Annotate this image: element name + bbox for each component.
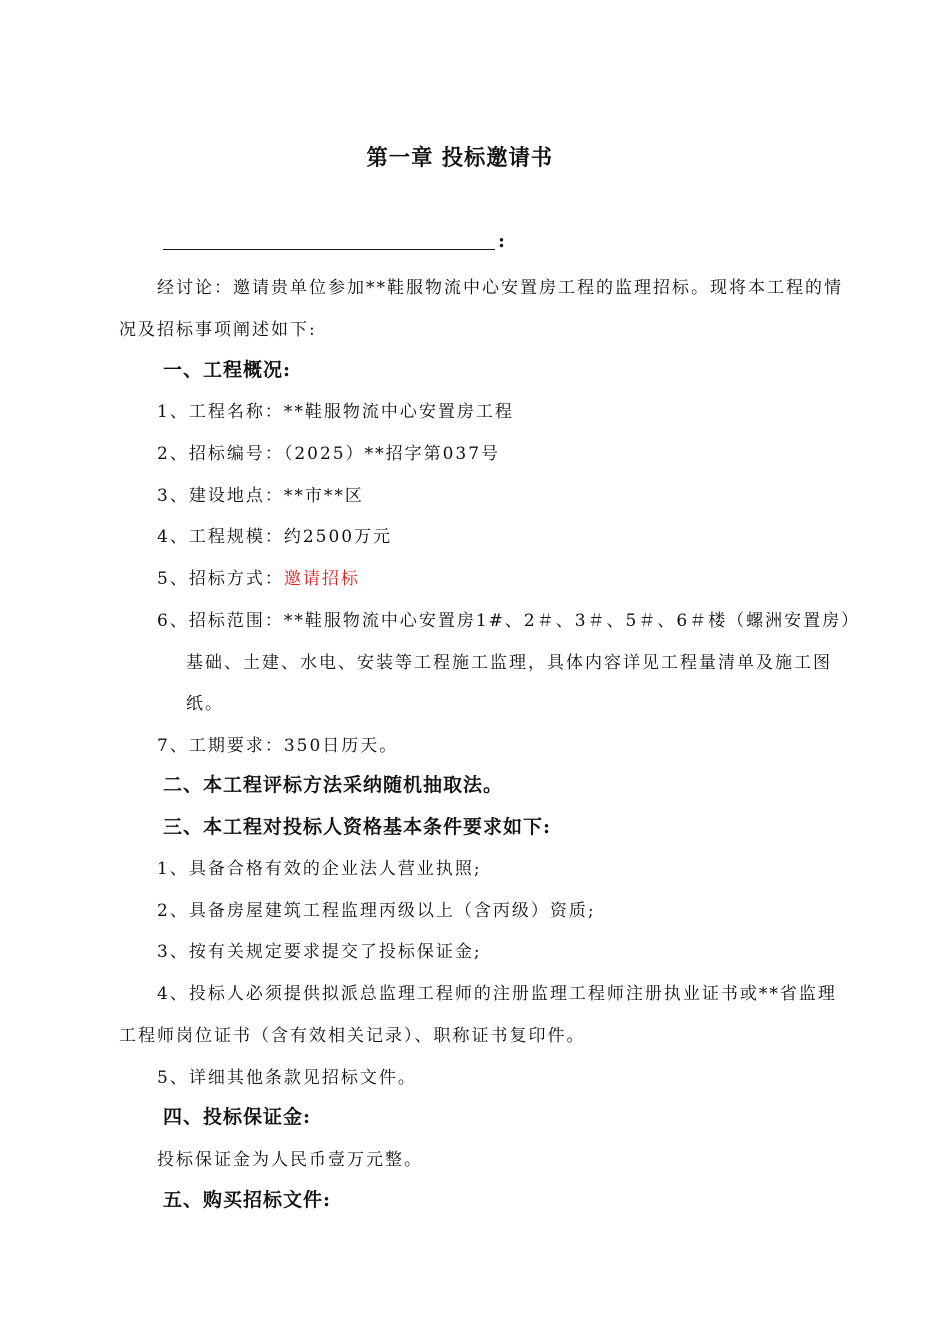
page-title: 第一章 投标邀请书: [366, 146, 554, 171]
scale-item: 4、工程规模：约2500万元: [157, 527, 393, 547]
project-name-item: 1、工程名称：**鞋服物流中心安置房工程: [157, 402, 514, 422]
requirement-item-4-line-2: 工程师岗位证书（含有效相关记录）、职称证书复印件。: [119, 1026, 586, 1046]
location-item: 3、建设地点：**市**区: [157, 486, 364, 506]
requirement-item-4-line-1: 4、投标人必须提供拟派总监理工程师的注册监理工程师注册执业证书或**省监理: [157, 984, 837, 1004]
requirement-item-5: 5、详细其他条款见招标文件。: [157, 1068, 417, 1088]
tender-scope-line-1: 6、招标范围：**鞋服物流中心安置房1#、2＃、3＃、5＃、6＃楼（螺洲安置房）: [157, 611, 861, 631]
section-4-heading: 四、投标保证金:: [163, 1106, 312, 1128]
requirement-item-1: 1、具备合格有效的企业法人营业执照;: [157, 859, 482, 879]
tender-method-label: 5、招标方式：: [157, 569, 284, 589]
requirement-item-3: 3、按有关规定要求提交了投标保证金;: [157, 942, 482, 962]
section-3-heading: 三、本工程对投标人资格基本条件要求如下:: [163, 816, 552, 838]
section-5-heading: 五、购买招标文件:: [163, 1189, 332, 1211]
tender-scope-line-3: 纸。: [186, 694, 224, 714]
tender-scope-line-2: 基础、土建、水电、安装等工程施工监理，具体内容详见工程量清单及施工图: [186, 653, 832, 673]
intro-line-1: 经讨论：邀请贵单位参加**鞋服物流中心安置房工程的监理招标。现将本工程的情: [157, 278, 843, 298]
addressee-colon: :: [498, 230, 506, 252]
duration-item: 7、工期要求：350日历天。: [157, 736, 399, 756]
section-1-heading: 一、工程概况:: [163, 359, 292, 381]
intro-line-2: 况及招标事项阐述如下:: [119, 320, 317, 340]
tender-method-item: [157, 564, 360, 589]
tender-number-item: 2、招标编号：（2025）**招字第037号: [157, 444, 501, 464]
requirement-item-2: 2、具备房屋建筑工程监理丙级以上（含丙级）资质;: [157, 901, 596, 921]
deposit-text: 投标保证金为人民币壹万元整。: [157, 1150, 423, 1170]
addressee-blank-line: [163, 226, 495, 250]
tender-method-value: 邀请招标: [283, 569, 360, 589]
section-2-heading: 二、本工程评标方法采纳随机抽取法。: [163, 774, 504, 796]
